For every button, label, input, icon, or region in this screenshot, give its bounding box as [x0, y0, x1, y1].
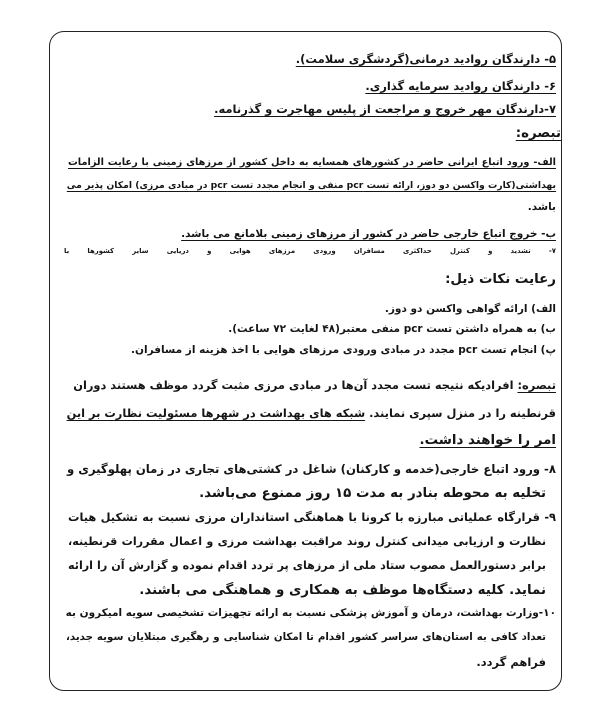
item-9-line-2: نظارت و ارزیابی میدانی کنترل روند مراقبت بهداشت مرزی و اعمال مقررات قرنطینه، — [68, 535, 546, 548]
item-9-line-4: نماید. کلیه دستگاه‌ها موظف به همکاری و هماهنگی می باشند. — [139, 583, 546, 598]
item-10-line-3: فراهم گردد. — [476, 655, 546, 669]
item-7-sub-be: ب) به همراه داشتن تست pcr منفی معتبر(۴۸ لغایت ۷۲ ساعت). — [228, 323, 556, 335]
note-2-line-1-text: افرادیکه نتیجه تست مجدد آن‌ها در مبادی مرزی مثبت گردد موظف هستند دوران — [73, 378, 518, 392]
note-2-line-2 — [67, 406, 556, 420]
item-6: ۶- دارندگان روادید سرمایه گذاری. — [365, 79, 556, 93]
note-heading: تبصره: — [515, 126, 561, 141]
item-8-line-2: تخلیه به محوطه بنادر به مدت ۱۵ روز ممنوع می‌باشد. — [199, 486, 546, 501]
item-10-line-1: ۱۰-وزارت بهداشت، درمان و آموزش پزشکی نسبت به ارائه تجهیزات تشخیصی سویه امیکرون به — [65, 607, 556, 619]
item-10-line-2: تعداد کافی به استان‌های سراسر کشور اقدام تا امکان شناسایی و رهگیری مبتلایان سویه جدید، — [66, 631, 546, 643]
note-2-line-3: امر را خواهند داشت. — [419, 433, 556, 448]
note-alef-line-3: باشد. — [527, 201, 556, 213]
item-7-line-1: ۷- تشدید و کنترل حداکثری مسافران ورودی مرزهای هوایی و دریایی سایر کشورها با — [64, 247, 556, 255]
item-7-line-2: رعایت نکات ذیل: — [445, 272, 556, 287]
item-8-line-1: ۸- ورود اتباع خارجی(خدمه و کارکنان) شاغل در کشتی‌های تجاری در زمان پهلوگیری و — [66, 462, 556, 476]
note-2-line-2-text: قرنطینه را در منزل سپری نمایند. — [365, 406, 556, 420]
item-5: ۵- دارندگان روادید درمانی(گردشگری سلامت). — [295, 52, 556, 66]
item-9-line-1: ۹- قرارگاه عملیاتی مبارزه با کرونا با هماهنگی استانداران مرزی نسبت به تشکیل هیات — [68, 510, 556, 524]
note-alef-line-2: بهداشتی(کارت واکسن دو دوز، ارائه تست pcr منفی و انجام مجدد تست pcr در مبادی مرزی) امکان پذیر می — [66, 180, 556, 191]
item-7-exit-stamp: ۷-دارندگان مهر خروج و مراجعت از پلیس مهاجرت و گذرنامه. — [214, 102, 556, 116]
note-2-line-1 — [74, 378, 556, 392]
item-9-line-3: برابر دستورالعمل مصوب ستاد ملی از مرزهای پر تردد اقدام نموده و گزارش آن را ارائه — [68, 559, 546, 572]
note-2-line-2-underlined: شبکه های بهداشت در شهرها مسئولیت نظارت بر این — [66, 406, 366, 420]
note-2-heading: تبصره: — [517, 378, 556, 392]
item-7-sub-alef: الف) ارائه گواهی واکسن دو دوز. — [384, 303, 556, 315]
note-be-line: ب- خروج اتباع خارجی حاضر در کشور از مرزهای زمینی بلامانع می باشد. — [181, 228, 556, 240]
item-7-sub-pe: پ) انجام تست pcr مجدد در مبادی ورودی مرزهای هوایی با اخذ هزینه از مسافران. — [131, 344, 556, 356]
note-alef-line-1: الف- ورود اتباع ایرانی حاضر در کشورهای همسایه به داخل کشور از مرزهای زمینی با رعایت الزامات — [68, 157, 556, 168]
